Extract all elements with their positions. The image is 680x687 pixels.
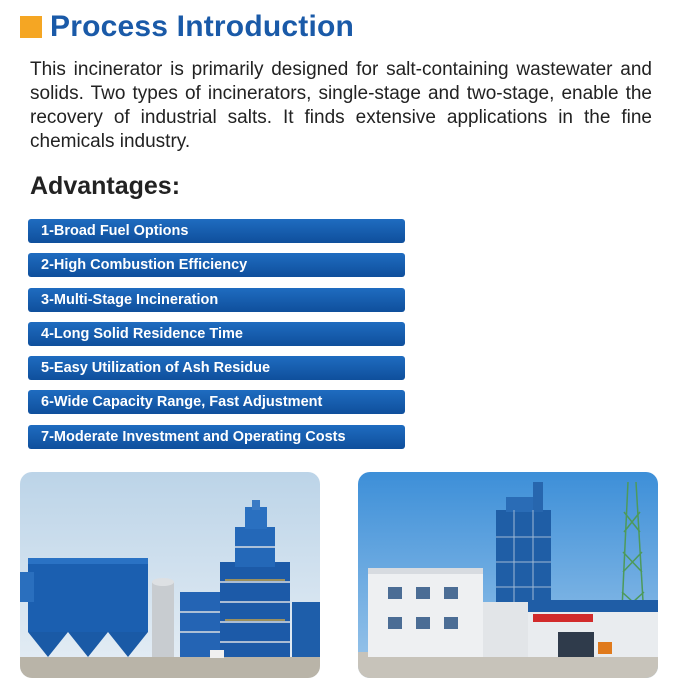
industrial-building-photo xyxy=(358,472,658,678)
advantage-item-5: 5-Easy Utilization of Ash Residue xyxy=(28,356,405,380)
advantage-item-3: 3-Multi-Stage Incineration xyxy=(28,288,405,312)
section-header xyxy=(20,10,354,44)
advantage-item-2: 2-High Combustion Efficiency xyxy=(28,253,405,277)
advantage-item-6: 6-Wide Capacity Range, Fast Adjustment xyxy=(28,390,405,414)
intro-paragraph: This incinerator is primarily designed for salt-containing wastewater and solids. Two types of incinerators, single-stage and two-stage, enable the recovery of industrial salts. It finds extensive applications in the fine chemicals industry. xyxy=(30,59,652,152)
advantages-list xyxy=(28,219,405,459)
industrial-plant-photo xyxy=(20,472,320,678)
advantage-item-4: 4-Long Solid Residence Time xyxy=(28,322,405,346)
advantage-item-1: 1-Broad Fuel Options xyxy=(28,219,405,243)
orange-square-icon xyxy=(20,16,42,38)
advantages-heading: Advantages: xyxy=(30,172,181,200)
advantage-item-7: 7-Moderate Investment and Operating Costs xyxy=(28,425,405,449)
page-title: Process Introduction xyxy=(50,10,355,43)
